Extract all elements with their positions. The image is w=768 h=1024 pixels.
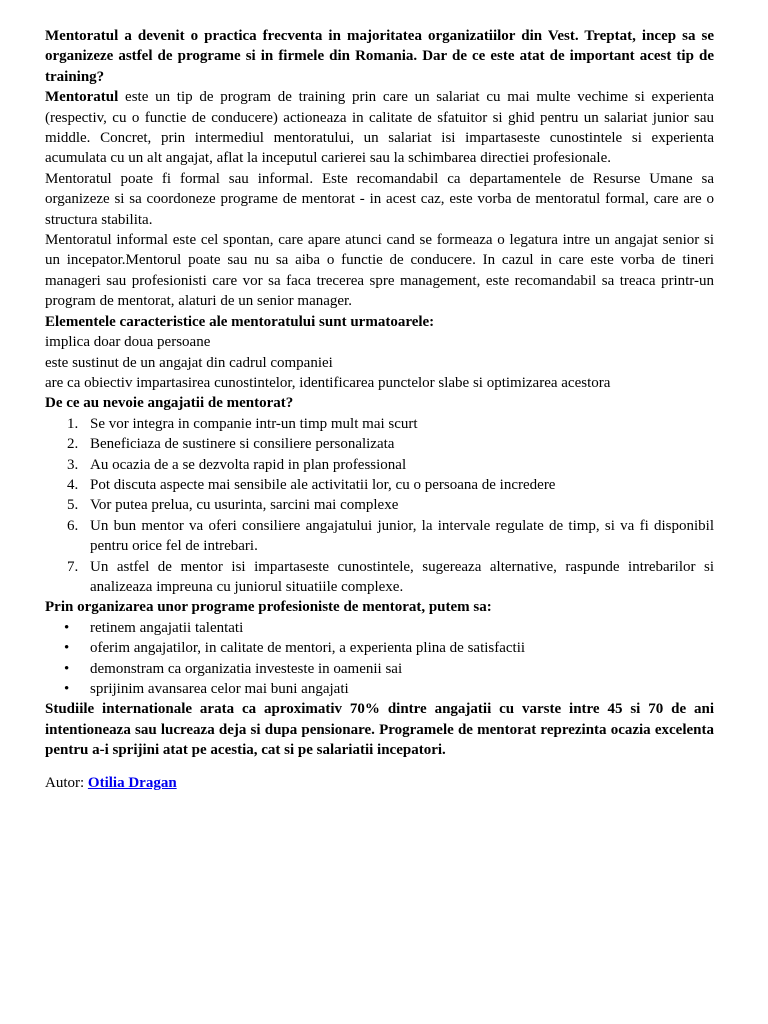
item-text: sprijinim avansarea celor mai buni angajati bbox=[90, 681, 349, 697]
informal-paragraph: Mentoratul informal este cel spontan, care apare atunci cand se formeaza o legatura intre un angajat senior si un incepator.Mentorul poate sau nu sa aiba o functie de conducere. In cazul in care este vorba de tineri manageri sau profesionisti care vor sa faca trecerea spre management, este recomandabil sa treaca printr-un program de mentorat, alaturi de un senior manager. bbox=[45, 232, 714, 310]
author-line bbox=[45, 773, 714, 793]
characteristic-item: are ca obiectiv impartasirea cunostintelor, identificarea punctelor slabe si optimizarea acestora bbox=[45, 374, 611, 391]
needs-heading: De ce au nevoie angajatii de mentorat? bbox=[45, 395, 294, 412]
closing-paragraph: Studiile internationale arata ca aproximativ 70% dintre angajatii cu varste intre 45 si 70 de ani intentioneaza sau lucreaza deja si dupa pensionare. Programele de mentorat reprezinta ocazia excelenta pentru a-i sprijini atat pe acestia, cat si pe salariatii incepatori. bbox=[45, 701, 714, 759]
definition-term: Mentoratul bbox=[45, 89, 119, 106]
item-text: oferim angajatilor, in calitate de mentori, a experienta plina de satisfactii bbox=[90, 640, 526, 657]
bullet-icon: • bbox=[64, 640, 70, 657]
characteristic-item: este sustinut de un angajat din cadrul companiei bbox=[45, 354, 333, 371]
programs-item bbox=[45, 618, 714, 638]
needs-item bbox=[45, 495, 714, 515]
programs-item bbox=[45, 659, 714, 679]
needs-item bbox=[45, 455, 714, 475]
bullet-icon: • bbox=[64, 660, 70, 677]
item-number: 4. bbox=[67, 476, 79, 493]
needs-list bbox=[45, 414, 714, 598]
formal-paragraph: Mentoratul poate fi formal sau informal. Este recomandabil ca departamentele de Resurse Umane sa organizeze si sa coordoneze programe de mentorat - in acest caz, este vorba de mentoratul formal, care are o structura stabilita. bbox=[45, 170, 714, 228]
programs-list bbox=[45, 618, 714, 700]
author-label: Autor: bbox=[45, 774, 88, 791]
programs-heading: Prin organizarea unor programe profesioniste de mentorat, putem sa: bbox=[45, 599, 492, 616]
bullet-icon: • bbox=[64, 681, 70, 697]
item-number: 2. bbox=[67, 436, 79, 453]
programs-item bbox=[45, 679, 714, 699]
needs-item bbox=[45, 516, 714, 557]
intro-paragraph: Mentoratul a devenit o practica frecventa in majoritatea organizatiilor din Vest. Treptat, incep sa se organizeze astfel de programe si in firmele din Romania. Dar de ce este atat de important acest tip de training? bbox=[45, 28, 714, 85]
item-text: Vor putea prelua, cu usurinta, sarcini mai complexe bbox=[90, 497, 399, 514]
item-number: 6. bbox=[67, 517, 79, 534]
item-text: Un astfel de mentor isi impartaseste cunostintele, sugereaza alternative, raspunde intrebarilor si analizeaza impreuna cu juniorul situatiile complexe. bbox=[90, 558, 714, 595]
item-text: demonstram ca organizatia investeste in oamenii sai bbox=[90, 660, 403, 677]
article bbox=[45, 26, 714, 793]
item-number: 7. bbox=[67, 558, 79, 575]
characteristics-heading: Elementele caracteristice ale mentoratului sunt urmatoarele: bbox=[45, 313, 435, 330]
item-number: 3. bbox=[67, 456, 79, 473]
needs-item bbox=[45, 557, 714, 598]
characteristic-item: implica doar doua persoane bbox=[45, 334, 211, 351]
item-text: Pot discuta aspecte mai sensibile ale activitatii lor, cu o persoana de incredere bbox=[90, 476, 556, 493]
bullet-icon: • bbox=[64, 619, 70, 636]
characteristics-list bbox=[45, 332, 714, 393]
spacer bbox=[45, 761, 714, 773]
programs-item bbox=[45, 638, 714, 658]
item-number: 5. bbox=[67, 497, 79, 514]
definition-text: este un tip de program de training prin care un salariat cu mai multe vechime si experienta (respectiv, cu o functie de conducere) actioneaza in calitate de sfatuitor si ghid pentru un salariat junior sau middle. Concret, prin intermediul mentoratului, un salariat isi impartaseste cunostintele si experienta acumulata cu un alt angajat, aflat la inceputul carierei sau la schimbarea directiei profesionale. bbox=[45, 89, 714, 167]
author-link[interactable]: Otilia Dragan bbox=[87, 774, 177, 791]
item-text: Au ocazia de a se dezvolta rapid in plan professional bbox=[90, 456, 407, 473]
item-text: retinem angajatii talentati bbox=[90, 619, 244, 636]
item-text: Beneficiaza de sustinere si consiliere personalizata bbox=[90, 436, 395, 453]
item-number: 1. bbox=[67, 415, 79, 432]
needs-item bbox=[45, 475, 714, 495]
needs-item bbox=[45, 434, 714, 454]
item-text: Se vor integra in companie intr-un timp mult mai scurt bbox=[90, 415, 418, 432]
needs-item bbox=[45, 414, 714, 434]
item-text: Un bun mentor va oferi consiliere angajatului junior, la intervale regulate de timp, si va fi disponibil pentru orice fel de intrebari. bbox=[90, 517, 714, 555]
definition-paragraph bbox=[45, 87, 714, 169]
